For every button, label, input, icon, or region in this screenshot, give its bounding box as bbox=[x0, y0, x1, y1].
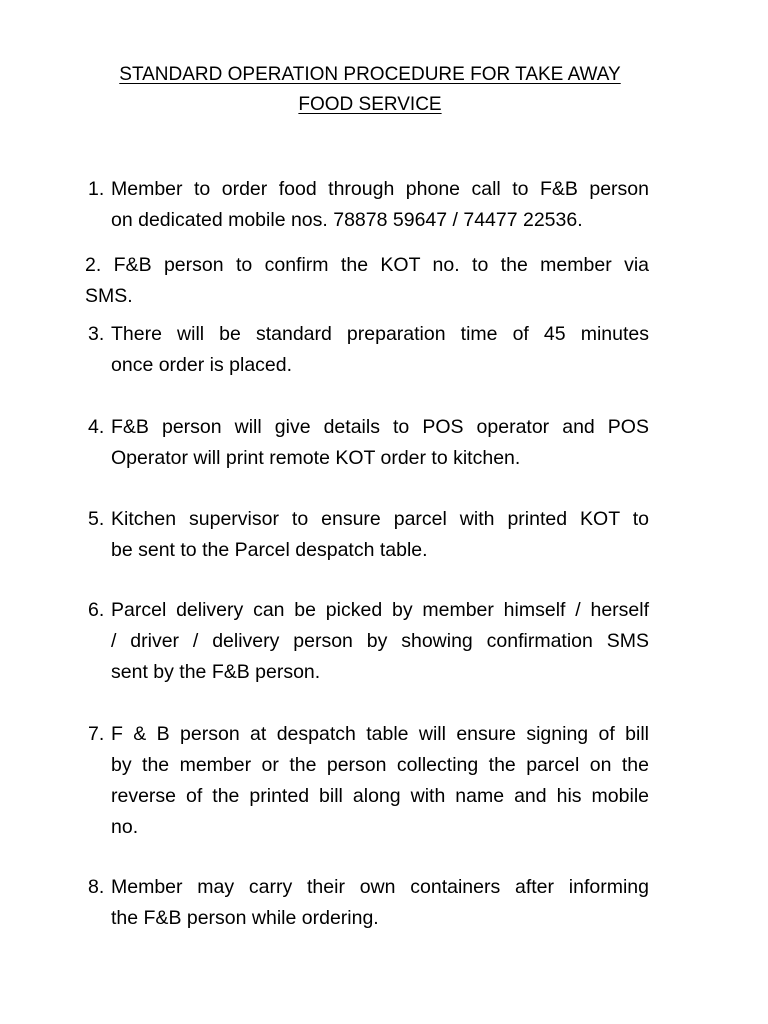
item-number: 4. bbox=[88, 416, 105, 438]
item-text-line: reverse of the printed bill along with name and his mobile bbox=[111, 785, 649, 807]
item-text bbox=[88, 595, 649, 688]
item-text-line: the F&B person while ordering. bbox=[111, 907, 379, 929]
item-text-line: Member may carry their own containers after informing bbox=[111, 876, 649, 898]
item-text-line: Parcel delivery can be picked by member himself / herself bbox=[111, 599, 649, 621]
item-text bbox=[88, 174, 649, 236]
item-number: 5. bbox=[88, 508, 105, 530]
item-number: 6. bbox=[88, 599, 105, 621]
item-text-line: F&B person will give details to POS operator and POS bbox=[111, 416, 649, 438]
item-number: 8. bbox=[88, 876, 105, 898]
document-title-line-1: STANDARD OPERATION PROCEDURE FOR TAKE AWAY bbox=[119, 64, 621, 85]
procedure-item-3 bbox=[88, 319, 649, 381]
item-text-line: once order is placed. bbox=[111, 354, 293, 376]
item-text-line: be sent to the Parcel despatch table. bbox=[111, 539, 428, 561]
item-text-line: There will be standard preparation time of 45 minutes bbox=[111, 323, 649, 345]
procedure-item-7 bbox=[88, 719, 649, 843]
document-title-line-2: FOOD SERVICE bbox=[298, 94, 442, 115]
procedure-item-8 bbox=[88, 872, 649, 934]
item-text bbox=[88, 412, 649, 474]
item-text-line: Member to order food through phone call to F&B person bbox=[111, 178, 649, 200]
item-text-line: SMS. bbox=[85, 285, 133, 307]
procedure-item-4 bbox=[88, 412, 649, 474]
item-text-line: Operator will print remote KOT order to kitchen. bbox=[111, 447, 521, 469]
item-text-line: / driver / delivery person by showing confirmation SMS bbox=[111, 630, 649, 652]
item-text-line: by the member or the person collecting the parcel on the bbox=[111, 754, 649, 776]
procedure-item-5 bbox=[88, 504, 649, 566]
item-text bbox=[88, 504, 649, 566]
item-number: 7. bbox=[88, 723, 105, 745]
procedure-item-1 bbox=[88, 174, 649, 236]
item-text-line: 2. F&B person to confirm the KOT no. to the member via bbox=[85, 254, 649, 276]
item-number: 3. bbox=[88, 323, 105, 345]
item-text bbox=[88, 319, 649, 381]
item-number: 1. bbox=[88, 178, 105, 200]
procedure-item-6 bbox=[88, 595, 649, 688]
item-text-line: on dedicated mobile nos. 78878 59647 / 74477 22536. bbox=[111, 209, 583, 231]
procedure-item-2 bbox=[85, 250, 649, 312]
item-text-line: F & B person at despatch table will ensure signing of bill bbox=[111, 723, 649, 745]
item-text bbox=[88, 719, 649, 843]
item-text-line: sent by the F&B person. bbox=[111, 661, 321, 683]
item-text-line: Kitchen supervisor to ensure parcel with printed KOT to bbox=[111, 508, 649, 530]
item-text-line: no. bbox=[111, 816, 139, 838]
item-text bbox=[88, 872, 649, 934]
